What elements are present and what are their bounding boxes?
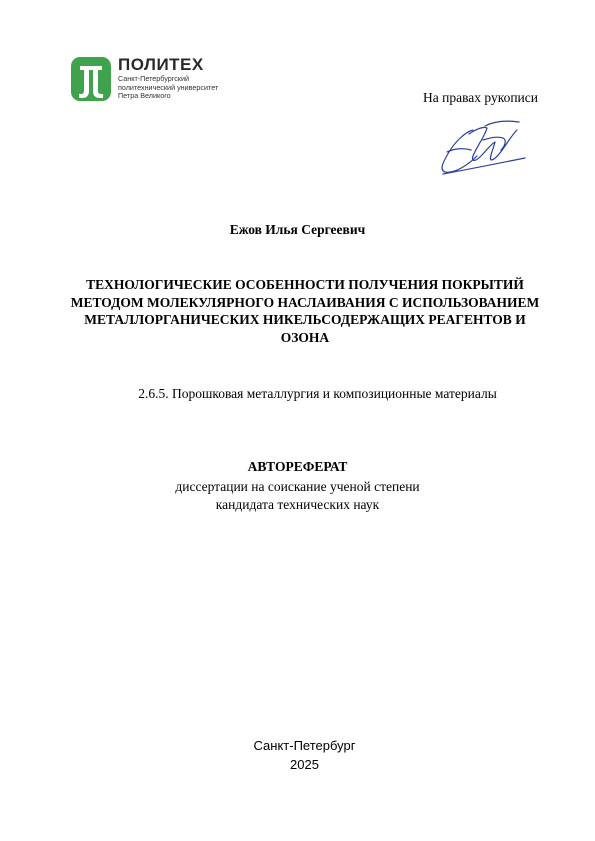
- academic-degree: кандидата технических наук: [215, 497, 380, 512]
- logo-subtitle-line: Петра Великого: [118, 91, 171, 100]
- title-line: ОЗОНА: [280, 329, 330, 345]
- title-line: ТЕХНОЛОГИЧЕСКИЕ ОСОБЕННОСТИ ПОЛУЧЕНИЯ ПОКРЫТИЙ: [86, 277, 524, 292]
- logo-subtitle-line: Санкт-Петербургский: [118, 74, 189, 83]
- logo-title: ПОЛИТЕХ: [118, 55, 204, 74]
- abstract-description: диссертации на соискание ученой степени: [175, 479, 420, 494]
- author-name: Ежов Илья Сергеевич: [229, 222, 366, 237]
- university-logo: [71, 55, 246, 105]
- logo-subtitle-line: политехнический университет: [118, 82, 219, 92]
- specialty-code: 2.6.5. Порошковая металлургия и композиционные материалы: [138, 386, 497, 401]
- handwritten-signature: [425, 112, 535, 180]
- city: Санкт-Петербург: [253, 738, 356, 753]
- year: 2025: [290, 757, 319, 772]
- title-line: МЕТОДОМ МОЛЕКУЛЯРНОГО НАСЛАИВАНИЯ С ИСПОЛЬЗОВАНИЕМ: [70, 294, 540, 310]
- title-line: МЕТАЛЛОРГАНИЧЕСКИХ НИКЕЛЬСОДЕРЖАЩИХ РЕАГЕНТОВ И: [84, 312, 526, 327]
- rights-note: На правах рукописи: [422, 90, 538, 105]
- dissertation-title: [50, 276, 560, 346]
- abstract-heading: АВТОРЕФЕРАТ: [247, 459, 348, 474]
- polytech-pi-icon: [71, 57, 111, 101]
